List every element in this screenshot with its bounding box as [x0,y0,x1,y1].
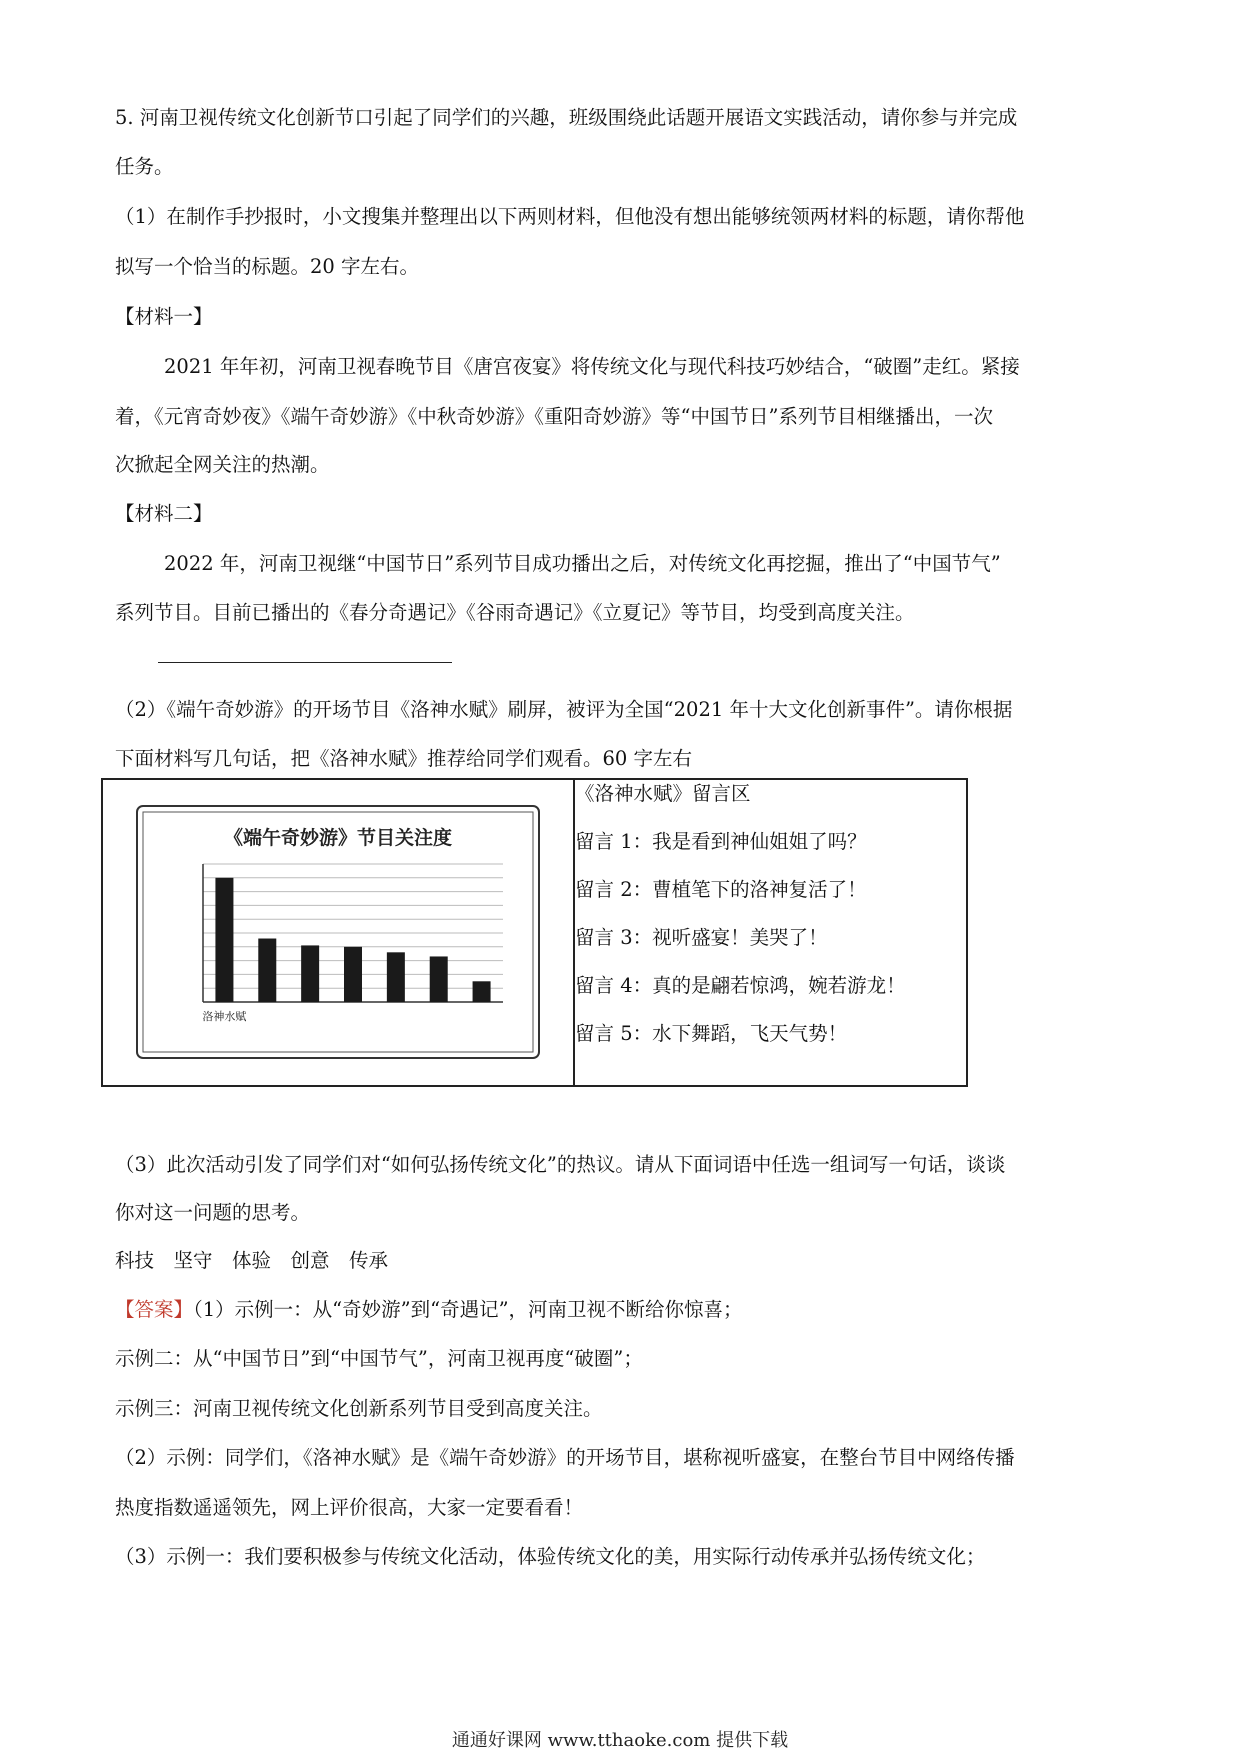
answer-tag: 【答案】 [115,1298,194,1321]
comment-item: 留言 1：我是看到神仙姐姐了吗？ [575,830,867,853]
q5-sub3-line2: 你对这一问题的思考。 [115,1201,311,1224]
q5-sub3-line1: （3）此次活动引发了同学们对“如何弘扬传统文化”的热议。请从下面词语中任选一组词写一句话，谈谈 [115,1153,1006,1176]
chart-cell [102,779,574,1086]
chart-bar [387,952,405,1002]
chart-category-label: 洛神水赋 [202,1010,247,1023]
answer-line2: 示例二：从“中国节日”到“中国节气”，河南卫视再度“破圈”； [115,1347,643,1370]
q5-sub1-line1: （1）在制作手抄报时，小文搜集并整理出以下两则材料，但他没有想出能够统领两材料的标题，请你帮他 [115,205,1025,228]
q5-sub2-line2: 下面材料写几句话，把《洛神水赋》推荐给同学们观看。60 字左右 [115,747,693,770]
material2-line1: 2022 年，河南卫视继“中国节日”系列节目成功播出之后，对传统文化再挖掘，推出了“中国节气” [164,552,1001,575]
chart-title: 《端午奇妙游》节目关注度 [223,827,453,849]
chart-plot-area [202,864,503,1023]
material2-line2: 系列节目。目前已播出的《春分奇遇记》《谷雨奇遇记》《立夏记》等节目，均受到高度关注。 [115,601,915,624]
chart-bar [258,939,276,1002]
answer-line3: 示例三：河南卫视传统文化创新系列节目受到高度关注。 [115,1397,603,1420]
comment-item: 留言 2：曹植笔下的洛神复活了！ [575,878,867,901]
answer-line1 [115,1296,743,1324]
chart-bar [430,956,448,1002]
material-table [101,778,968,1087]
footer-source: 通通好课网 www.tthaoke.com 提供下载 [451,1730,789,1751]
comments-title: 《洛神水赋》留言区 [575,782,751,805]
answer-line1-text: （1）示例一：从“奇妙游”到“奇遇记”，河南卫视不断给你惊喜； [193,1298,743,1321]
comments-cell [574,779,967,1086]
chart-bar [301,945,319,1002]
material1-label: 【材料一】 [115,305,213,328]
comment-item: 留言 4：真的是翩若惊鸿，婉若游龙！ [575,974,906,997]
comment-item: 留言 5：水下舞蹈，飞天气势！ [575,1022,848,1045]
material1-line3: 次掀起全网关注的热潮。 [115,453,330,476]
word-list: 科技 坚守 体验 创意 传承 [115,1249,389,1272]
q5-sub1-line2: 拟写一个恰当的标题。20 字左右。 [115,255,420,278]
attention-bar-chart [133,802,543,1062]
chart-bar [473,981,491,1002]
material1-line2: 着，《元宵奇妙夜》《端午奇妙游》《中秋奇妙游》《重阳奇妙游》等“中国节日”系列节目相继播出，一次 [115,405,993,428]
answer-blank-line [158,662,452,663]
q5-intro-line2: 任务。 [115,155,174,178]
chart-bar [215,878,233,1002]
q5-intro-line1: 5. 河南卫视传统文化创新节口引起了同学们的兴趣，班级围绕此话题开展语文实践活动，请你参与并完成 [115,106,1018,129]
answer-line4: （2）示例：同学们，《洛神水赋》是《端午奇妙游》的开场节目，堪称视听盛宴，在整台节目中网络传播 [115,1446,1015,1469]
material2-label: 【材料二】 [115,502,213,525]
answer-line6: （3）示例一：我们要积极参与传统文化活动，体验传统文化的美，用实际行动传承并弘扬传统文化； [115,1545,986,1568]
q5-sub2-line1: （2）《端午奇妙游》的开场节目《洛神水赋》刷屏，被评为全国“2021 年十大文化创新事件”。请你根据 [115,698,1013,721]
chart-bar [344,947,362,1002]
comment-item: 留言 3：视听盛宴！美哭了！ [575,926,828,949]
material1-line1: 2021 年年初，河南卫视春晚节目《唐宫夜宴》将传统文化与现代科技巧妙结合，“破圈”走红。紧接 [164,355,1020,378]
answer-line5: 热度指数遥遥领先，网上评价很高，大家一定要看看！ [115,1496,584,1519]
